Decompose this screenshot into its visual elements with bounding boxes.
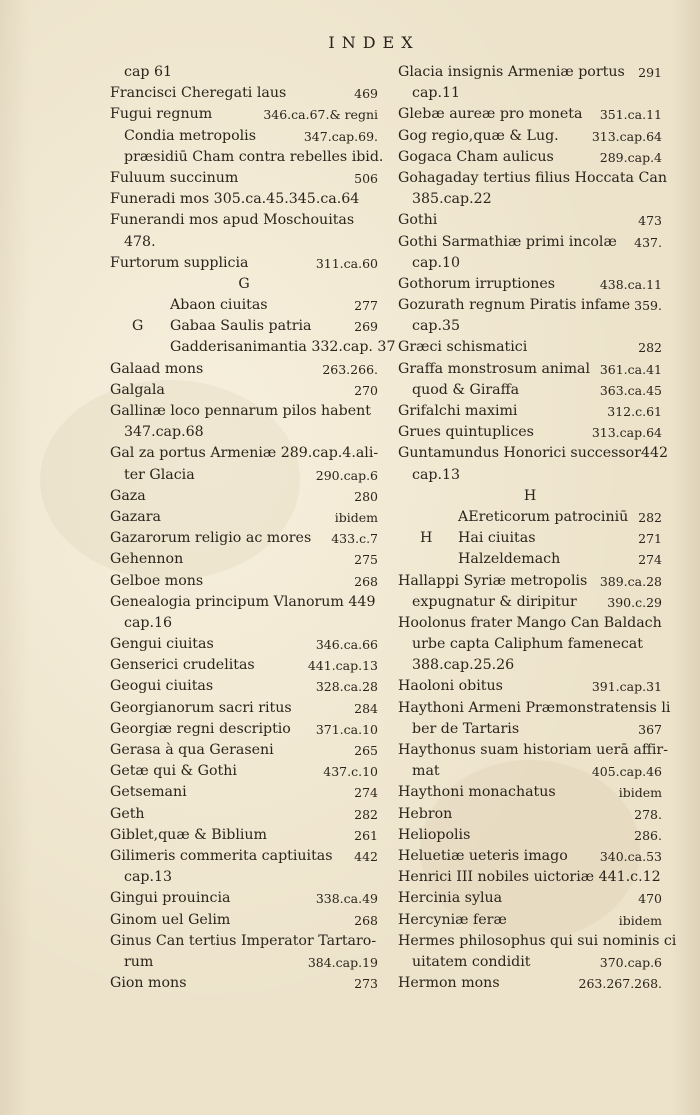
index-entry	[398, 210, 662, 231]
index-entry	[398, 973, 662, 994]
entry-text: Hercyniæ feræ	[398, 911, 507, 928]
entry-reference: ibidem	[618, 785, 662, 801]
section-marginal-letter: H	[420, 530, 433, 547]
entry-text: Genserici crudelitas	[110, 657, 255, 674]
entry-text: præsidiū Cham contra rebelles ibid.	[124, 148, 384, 165]
entry-reference: 338.ca.49	[315, 891, 378, 907]
entry-reference: 391.cap.31	[591, 679, 662, 695]
index-entry	[398, 888, 662, 909]
index-entry	[398, 613, 662, 634]
index-entry	[110, 168, 378, 189]
entry-text: cap 61	[124, 64, 173, 80]
entry-text: quod & Giraffa	[412, 381, 520, 398]
entry-text: Gazarorum religio ac mores	[110, 530, 312, 547]
index-entry	[110, 867, 378, 888]
index-entry	[110, 825, 378, 846]
entry-reference: 289.cap.4	[599, 149, 662, 165]
entry-reference: 275	[354, 552, 378, 568]
entry-text: Gadderisanimantia 332.cap. 37	[170, 339, 396, 356]
entry-reference: 312.c.61	[607, 404, 662, 419]
entry-text: cap.16	[124, 614, 173, 631]
entry-reference: 268	[354, 912, 378, 928]
entry-text: Hai ciuitas	[458, 530, 536, 547]
index-entry	[398, 62, 662, 83]
index-entry	[398, 952, 662, 973]
entry-reference: 265	[354, 743, 378, 758]
index-entry	[110, 528, 378, 549]
entry-text: Gelboe mons	[110, 572, 204, 589]
index-entry	[110, 465, 378, 486]
section-marginal-letter: G	[132, 318, 144, 335]
index-entry	[110, 126, 378, 147]
index-entry	[398, 655, 662, 676]
index-entry	[110, 359, 378, 380]
entry-reference: 433.c.7	[331, 531, 378, 547]
entry-reference: 437.c.10	[323, 764, 378, 780]
entry-reference: 284	[354, 700, 378, 716]
entry-text: 388.cap.25.26	[412, 657, 515, 674]
index-entry	[110, 782, 378, 803]
entry-text: Galaad mons	[110, 360, 204, 377]
entry-reference: 311.ca.60	[315, 255, 378, 271]
index-entry	[110, 698, 378, 719]
page-header: INDEX	[328, 33, 420, 52]
entry-text: mat	[412, 763, 440, 780]
index-entry	[398, 253, 662, 274]
entry-text: Haythoni Armeni Præmonstratensis li	[398, 699, 671, 716]
entry-text: Hebron	[398, 805, 453, 822]
index-entry	[398, 443, 669, 464]
entry-text: Gaza	[110, 487, 146, 504]
entry-reference: 506	[354, 170, 378, 186]
entry-text: Gohagaday tertius filius Hoccata Can	[398, 169, 667, 186]
entry-text: Gingui prouincia	[110, 890, 231, 907]
entry-reference: 313.cap.64	[591, 425, 662, 441]
entry-text: Geth	[110, 805, 145, 822]
index-entry	[110, 337, 396, 358]
entry-text: cap.10	[412, 254, 461, 271]
index-entry	[110, 443, 378, 464]
entry-reference: 274	[638, 552, 662, 568]
index-entry	[398, 380, 662, 401]
index-entry	[398, 549, 662, 570]
entry-text: Gogaca Cham aulicus	[398, 148, 554, 165]
entry-text: Gallinæ loco pennarum pilos habent	[110, 403, 371, 419]
index-entry	[110, 740, 378, 761]
index-entry	[398, 676, 662, 697]
entry-text: cap.35	[412, 318, 461, 335]
index-entry	[110, 83, 378, 104]
entry-text: Georgiæ regni descriptio	[110, 720, 291, 737]
entry-reference: 363.ca.45	[599, 382, 662, 398]
entry-text: Furtorum supplicia	[110, 254, 249, 271]
index-entry	[398, 782, 662, 803]
index-entry	[110, 189, 378, 210]
entry-reference: 328.ca.28	[315, 679, 378, 695]
entry-text: Gerasa à qua Geraseni	[110, 742, 274, 758]
entry-reference: 277	[354, 298, 378, 314]
index-entry	[110, 380, 378, 401]
entry-text: 347.cap.68	[124, 424, 204, 441]
entry-reference: 437.	[634, 234, 662, 250]
entry-text: Galgala	[110, 381, 165, 398]
index-entry	[398, 719, 662, 740]
entry-text: Haoloni obitus	[398, 678, 503, 695]
entry-text: rum	[124, 953, 154, 970]
index-entry	[398, 761, 662, 782]
index-entry	[398, 274, 662, 295]
entry-reference: 268	[354, 573, 378, 589]
index-entry	[110, 761, 378, 782]
entry-text: 478.	[124, 233, 156, 250]
entry-text: Gog regio,quæ & Lug.	[398, 127, 559, 144]
index-entry	[398, 931, 677, 952]
index-entry	[398, 465, 662, 486]
entry-reference: 384.cap.19	[307, 954, 378, 970]
index-entry	[398, 359, 662, 380]
entry-text: Hoolonus frater Mango Can Baldach	[398, 614, 662, 631]
entry-text: Grifalchi maximi	[398, 403, 518, 419]
entry-reference: ibidem	[618, 912, 662, 928]
entry-text: Gothi Sarmathiæ primi incolæ	[398, 233, 617, 250]
index-entry	[110, 549, 378, 570]
index-entry	[110, 401, 378, 422]
index-entry	[110, 952, 378, 973]
index-entry	[398, 147, 662, 168]
index-entry	[110, 507, 378, 528]
entry-reference: 367	[638, 721, 662, 737]
index-entry	[398, 740, 669, 761]
entry-text: Gilimeris commerita captiuitas	[110, 847, 333, 864]
entry-text: H	[523, 487, 537, 504]
index-entry	[398, 83, 662, 104]
index-entry	[110, 486, 378, 507]
entry-text: Glacia insignis Armeniæ portus	[398, 64, 625, 80]
index-column-left	[110, 62, 396, 994]
entry-reference: 282	[354, 806, 378, 822]
entry-reference: 269	[354, 319, 378, 335]
index-entry	[110, 888, 378, 909]
entry-text: Condia metropolis	[124, 127, 256, 144]
index-entry	[110, 676, 378, 697]
index-entry	[398, 337, 662, 358]
entry-text: Haythonus suam historiam uerā affir-	[398, 742, 669, 758]
entry-text: Gabaa Saulis patria	[170, 318, 312, 335]
entry-text: cap.13	[412, 466, 461, 483]
entry-text: Francisci Cheregati laus	[110, 85, 287, 102]
index-entry	[398, 846, 662, 867]
entry-text: Grues quintuplices	[398, 424, 534, 441]
index-entry	[398, 571, 662, 592]
index-entry	[398, 867, 662, 888]
entry-reference: 273	[354, 976, 378, 992]
entry-reference: 359.	[634, 298, 662, 314]
entry-reference: 351.ca.11	[599, 107, 662, 123]
entry-reference: 274	[354, 785, 378, 801]
entry-text: Gehennon	[110, 551, 184, 568]
entry-text: Gal za portus Armeniæ 289.cap.4.ali-	[110, 445, 379, 462]
entry-text: Haythoni monachatus	[398, 784, 556, 801]
entry-reference: 470	[638, 891, 662, 907]
entry-text: Hercinia sylua	[398, 890, 503, 907]
index-entry	[110, 422, 378, 443]
entry-reference: 340.ca.53	[599, 848, 662, 864]
entry-reference: 390.c.29	[607, 594, 662, 610]
index-entry	[398, 528, 662, 549]
entry-text: Heliopolis	[398, 826, 471, 843]
entry-reference: 282	[638, 509, 662, 525]
index-entry	[110, 253, 378, 274]
entry-text: Abaon ciuitas	[170, 297, 268, 314]
entry-text: Glebæ aureæ pro moneta	[398, 106, 583, 123]
entry-text: Guntamundus Honorici successor442	[398, 445, 669, 462]
index-entry	[110, 232, 378, 253]
entry-reference: ibidem	[334, 509, 378, 525]
entry-text: Getsemani	[110, 784, 187, 801]
entry-reference: 473	[638, 213, 662, 229]
index-entry	[398, 825, 662, 846]
entry-reference: 270	[354, 382, 378, 398]
index-entry	[110, 931, 378, 952]
section-letter	[110, 274, 378, 295]
entry-text: Funerandi mos apud Moschouitas	[110, 212, 355, 229]
entry-text: Getæ qui & Gothi	[110, 763, 237, 780]
entry-reference: 346.ca.66	[315, 637, 378, 653]
entry-reference: 282	[638, 340, 662, 356]
entry-text: G	[238, 275, 250, 292]
index-entry	[110, 634, 378, 655]
entry-text: Gion mons	[110, 975, 187, 992]
entry-text: Ginom uel Gelim	[110, 911, 231, 928]
index-entry	[398, 232, 662, 253]
index-entry	[398, 507, 662, 528]
entry-text: Fuluum succinum	[110, 169, 239, 186]
entry-text: cap.13	[124, 869, 173, 886]
index-entry	[398, 698, 671, 719]
entry-text: Ginus Can tertius Imperator Tartaro-	[110, 932, 377, 949]
index-entry	[398, 401, 662, 422]
entry-reference: 389.ca.28	[599, 573, 662, 589]
entry-text: Graffa monstrosum animal	[398, 360, 591, 377]
entry-reference: 290.cap.6	[315, 467, 378, 483]
entry-reference: 313.cap.64	[591, 128, 662, 144]
entry-text: Genealogia principum Vlanorum 449	[110, 593, 376, 610]
entry-text: Græci schismatici	[398, 339, 528, 356]
entry-reference: 271	[638, 531, 662, 547]
section-letter	[398, 486, 662, 507]
index-entry	[110, 592, 378, 613]
index-entry	[398, 910, 662, 931]
index-entry	[110, 719, 378, 740]
entry-reference: 370.cap.6	[599, 954, 662, 970]
index-entry	[110, 613, 378, 634]
index-entry	[398, 422, 662, 443]
entry-text: Giblet,quæ & Biblium	[110, 826, 268, 843]
entry-text: Gengui ciuitas	[110, 636, 214, 653]
index-entry	[110, 210, 378, 231]
index-entry	[110, 571, 378, 592]
index-entry	[398, 592, 662, 613]
index-entry	[110, 316, 378, 337]
entry-text: expugnatur & diripitur	[412, 593, 577, 610]
entry-text: cap.11	[412, 85, 461, 102]
entry-text: Geogui ciuitas	[110, 678, 214, 695]
entry-text: Hallappi Syriæ metropolis	[398, 572, 588, 589]
index-entry	[398, 634, 662, 655]
entry-reference: 405.cap.46	[591, 764, 662, 780]
index-entry	[110, 910, 378, 931]
index-entry	[398, 189, 662, 210]
entry-reference: 441.cap.13	[307, 658, 378, 674]
entry-text: Gozurath regnum Piratis infame	[398, 297, 631, 314]
index-entry	[398, 295, 662, 316]
index-entry	[110, 973, 378, 994]
index-entry	[398, 168, 667, 189]
entry-text: Georgianorum sacri ritus	[110, 699, 292, 716]
entry-reference: 371.ca.10	[315, 721, 378, 737]
index-entry	[110, 655, 378, 676]
index-entry	[110, 846, 378, 867]
entry-reference: 347.cap.69.	[303, 128, 378, 144]
index-column-right	[398, 62, 677, 994]
entry-reference: 263.267.268.	[578, 976, 662, 992]
entry-text: 385.cap.22	[412, 191, 492, 208]
entry-reference: 346.ca.67.& regni	[263, 107, 378, 123]
entry-text: urbe capta Caliphum famenecat	[412, 636, 643, 653]
entry-text: AEreticorum patrociniū	[458, 508, 629, 525]
index-entry	[110, 147, 384, 168]
entry-text: Gothorum irruptiones	[398, 275, 556, 292]
entry-reference: 278.	[634, 806, 662, 822]
entry-reference: 263.266.	[322, 361, 378, 377]
index-entry	[398, 316, 662, 337]
entry-reference: 286.	[634, 827, 662, 843]
entry-text: Hermon mons	[398, 975, 500, 992]
index-entry	[110, 804, 378, 825]
entry-text: Hermes philosophus qui sui nominis ci	[398, 932, 677, 949]
entry-text: Henrici III nobiles uictoriæ 441.c.12	[398, 869, 661, 886]
entry-text: Funeradi mos 305.ca.45.345.ca.64	[110, 191, 360, 208]
entry-reference: 442	[354, 848, 378, 864]
entry-text: Gazara	[110, 508, 161, 525]
entry-reference: 291	[638, 65, 662, 80]
entry-text: Fugui regnum	[110, 106, 213, 123]
index-entry	[110, 104, 378, 125]
entry-reference: 361.ca.41	[599, 361, 662, 377]
entry-reference: 280	[354, 488, 378, 504]
index-entry	[110, 295, 378, 316]
entry-text: ter Glacia	[124, 466, 195, 483]
entry-text: uitatem condidit	[412, 953, 531, 970]
entry-text: Gothi	[398, 212, 438, 229]
entry-reference: 438.ca.11	[599, 276, 662, 292]
index-entry	[398, 126, 662, 147]
index-entry	[398, 804, 662, 825]
entry-reference: 261	[354, 827, 378, 843]
index-entry	[110, 62, 378, 83]
entry-text: ber de Tartaris	[412, 720, 520, 737]
entry-text: Heluetiæ ueteris imago	[398, 847, 568, 864]
index-entry	[398, 104, 662, 125]
entry-text: Halzeldemach	[458, 551, 561, 568]
entry-reference: 469	[354, 86, 378, 102]
